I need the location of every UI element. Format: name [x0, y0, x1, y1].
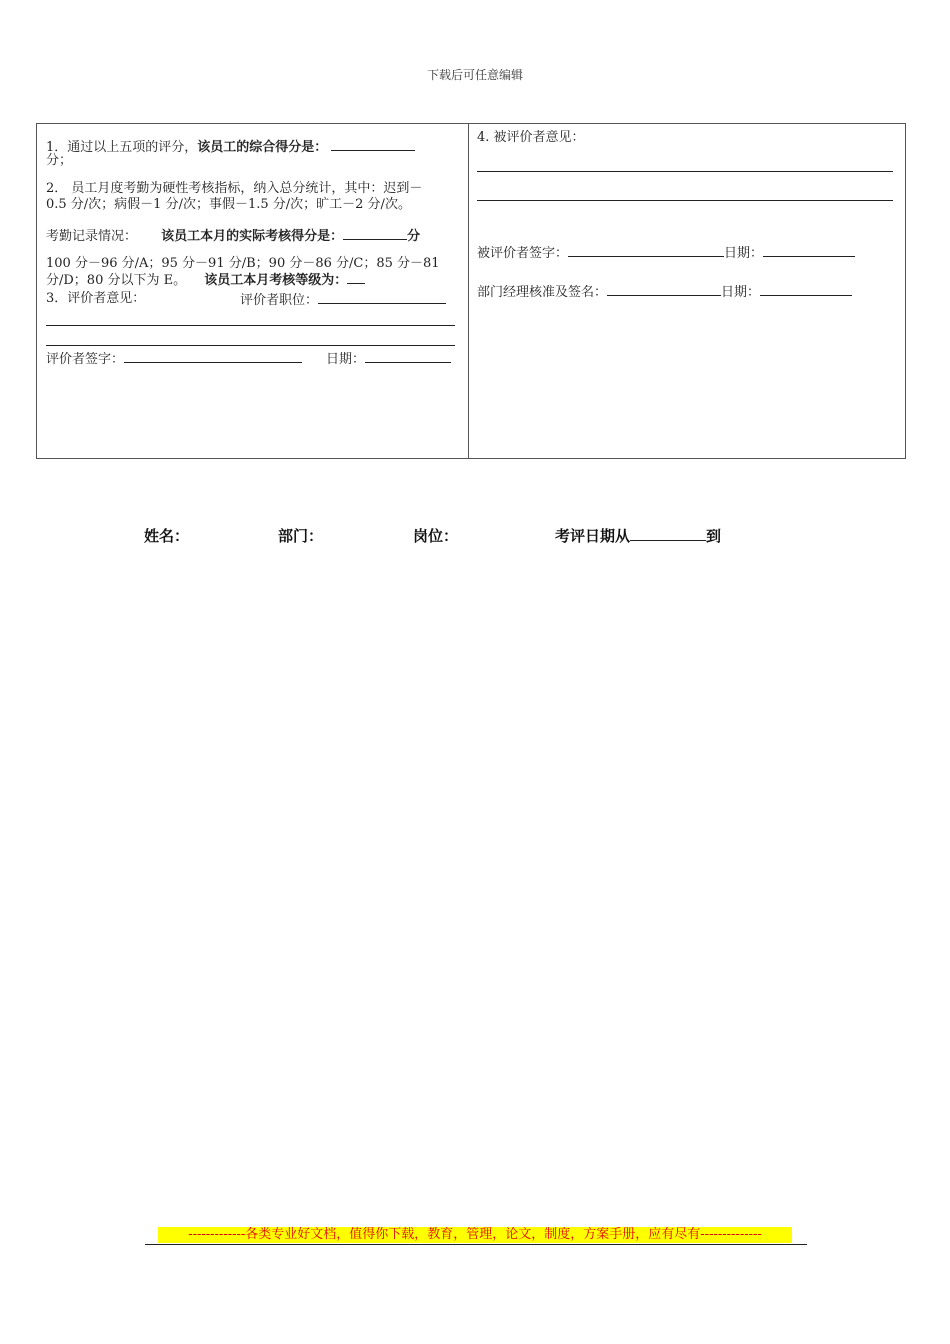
- item1-suffix: 分；: [46, 153, 73, 168]
- manager-date-label: 日期：: [721, 285, 761, 300]
- footer-banner: -------------各类专业好文档，值得你下载，教育，管理，论文，制度，方案手册，应有尽有--------------: [158, 1227, 792, 1243]
- item1-line: [46, 138, 415, 155]
- item1-bold-label: 该员工的综合得分是：: [197, 140, 328, 155]
- actual-score-blank[interactable]: [343, 227, 407, 240]
- attendance-line: [46, 227, 420, 244]
- footer-divider: [145, 1244, 807, 1245]
- item3-label: 3．评价者意见：: [46, 291, 146, 306]
- evaluee-sign-blank[interactable]: [568, 244, 724, 257]
- dept-label: 部门：: [278, 527, 324, 545]
- evaluator-position-line: [240, 291, 446, 308]
- grade-line: [46, 271, 365, 288]
- actual-score-label: 该员工本月的实际考核得分是：: [161, 229, 344, 244]
- evaluee-opinion-line-1[interactable]: [477, 171, 893, 172]
- item2-line1: 2． 员工月度考勤为硬性考核指标，纳入总分统计，其中：迟到－: [46, 181, 423, 196]
- evaluator-date-label: 日期：: [326, 352, 366, 367]
- evaluator-sign-line: [46, 350, 302, 367]
- item4-label: 4. 被评价者意见：: [477, 130, 585, 145]
- item1-prefix: 1．通过以上五项的评分，: [46, 140, 198, 155]
- header-note: 下载后可任意编辑: [426, 68, 523, 82]
- opinion-line-1[interactable]: [46, 325, 455, 326]
- grade-scale-line1: 100 分－96 分/A；95 分－91 分/B；90 分－86 分/C；85 分－81: [46, 256, 440, 271]
- manager-sign-line: [477, 283, 852, 300]
- period-line: [555, 525, 721, 546]
- evaluee-date-blank[interactable]: [763, 244, 855, 257]
- position-label: 岗位：: [413, 527, 459, 545]
- period-from-blank[interactable]: [630, 526, 706, 541]
- manager-sign-label: 部门经理核准及签名：: [477, 285, 608, 300]
- manager-date-blank[interactable]: [760, 283, 852, 296]
- evaluee-sign-label: 被评价者签字：: [477, 246, 569, 261]
- evaluator-position-label: 评价者职位：: [240, 293, 319, 308]
- total-score-blank[interactable]: [331, 138, 415, 151]
- evaluator-date-blank[interactable]: [365, 350, 451, 363]
- evaluee-sign-line: [477, 244, 855, 261]
- item2-line2: 0.5 分/次；病假－1 分/次；事假－1.5 分/次；旷工－2 分/次。: [46, 197, 411, 212]
- evaluee-date-label: 日期：: [724, 246, 764, 261]
- name-label: 姓名：: [144, 527, 190, 545]
- actual-score-unit: 分: [407, 229, 421, 244]
- grade-blank[interactable]: [347, 271, 365, 284]
- manager-sign-blank[interactable]: [607, 283, 721, 296]
- evaluator-position-blank[interactable]: [318, 291, 446, 304]
- evaluee-opinion-line-2[interactable]: [477, 200, 893, 201]
- evaluator-date-line: [326, 350, 451, 367]
- period-to-label: 到: [706, 527, 722, 545]
- period-label: 考评日期从: [555, 527, 631, 545]
- opinion-line-2[interactable]: [46, 345, 455, 346]
- evaluation-table: [36, 123, 906, 459]
- column-divider: [468, 124, 469, 458]
- grade-label: 该员工本月考核等级为：: [204, 273, 348, 288]
- attendance-label: 考勤记录情况：: [46, 229, 138, 244]
- grade-scale-line2: 分/D；80 分以下为 E。: [46, 273, 187, 288]
- evaluator-sign-blank[interactable]: [124, 350, 302, 363]
- evaluator-sign-label: 评价者签字：: [46, 352, 125, 367]
